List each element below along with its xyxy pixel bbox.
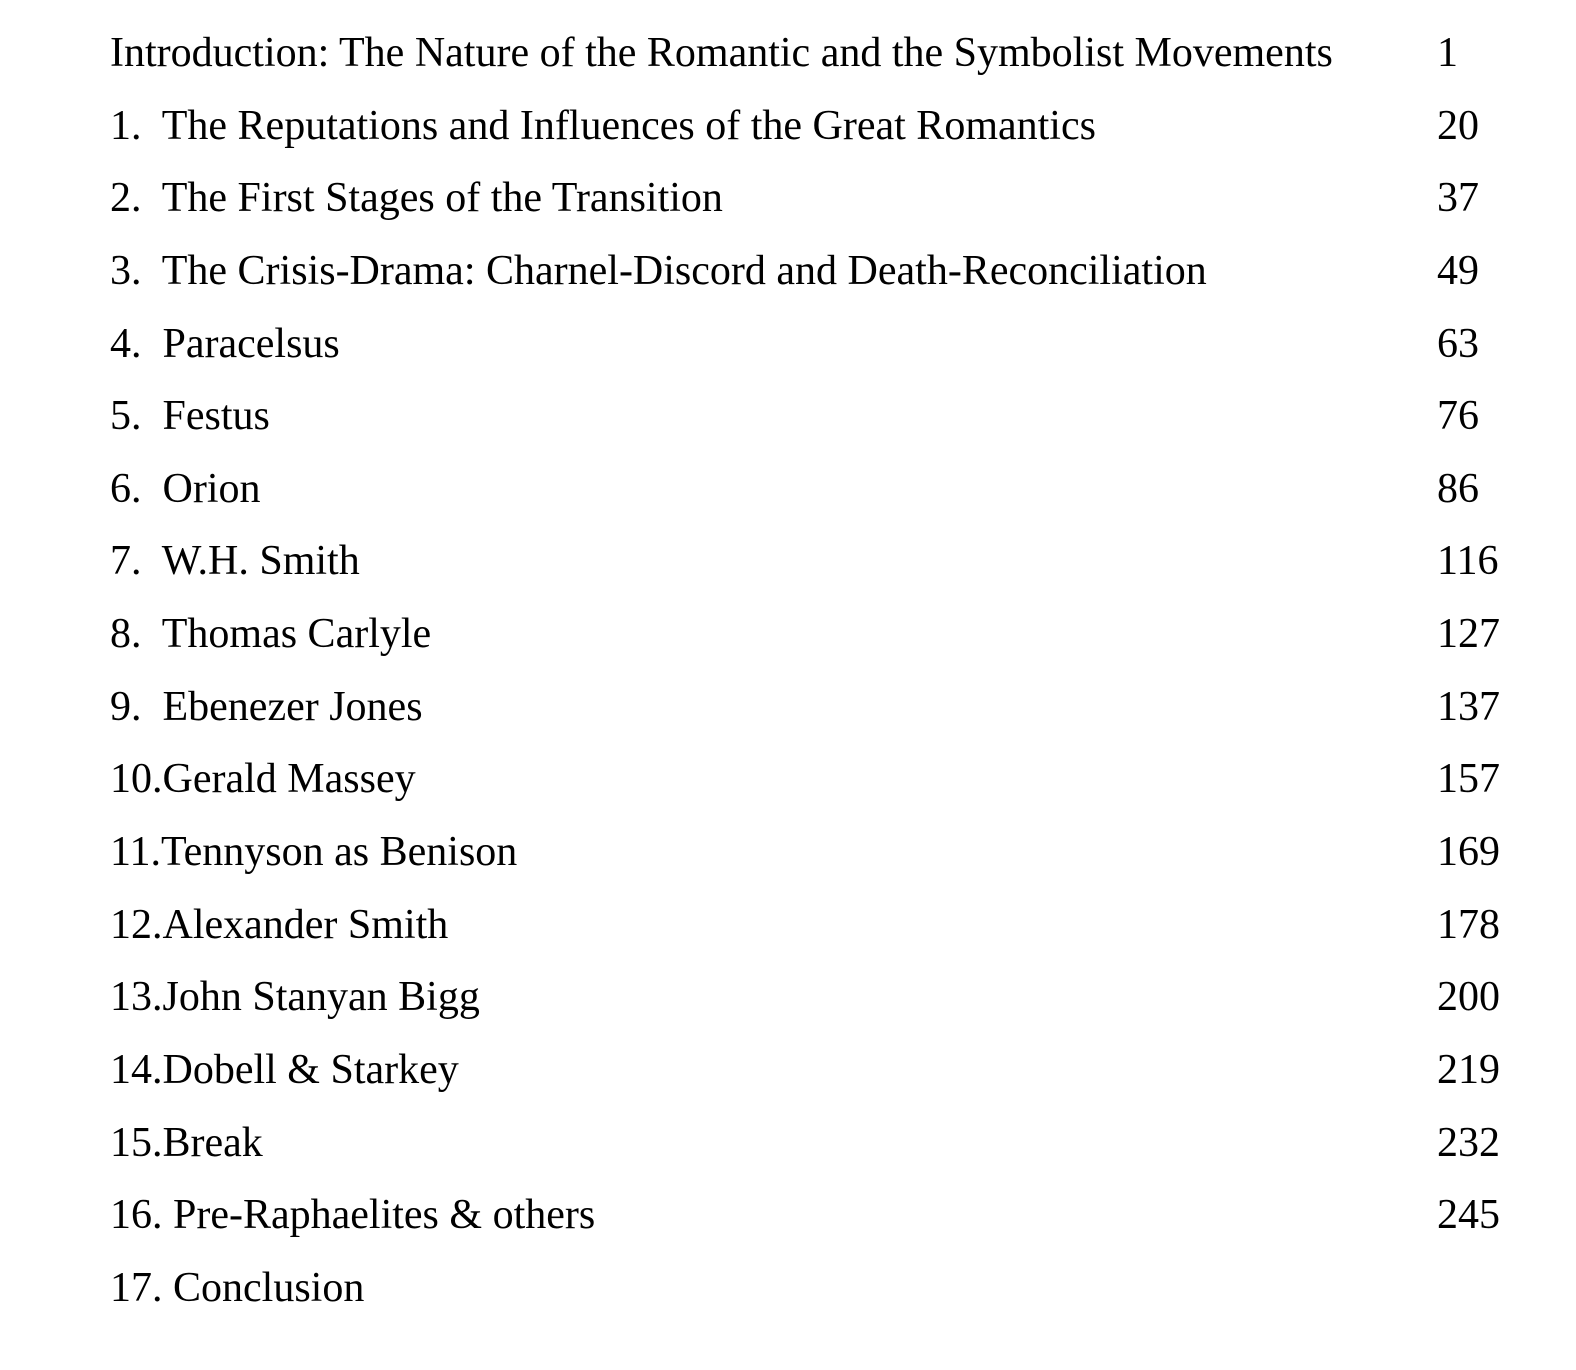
toc-entry-title: Introduction: The Nature of the Romantic and the Symbolist Movements (110, 30, 1333, 76)
table-of-contents (110, 17, 1576, 1325)
toc-row (110, 308, 1576, 381)
toc-row (110, 598, 1576, 671)
toc-row (110, 671, 1576, 744)
toc-entry-title: 2. The First Stages of the Transition (110, 175, 723, 222)
toc-row (110, 525, 1576, 598)
toc-row (110, 380, 1576, 453)
toc-page-number: 20 (1437, 102, 1479, 149)
toc-entry-title: 15.Break (110, 1119, 263, 1166)
toc-row (110, 235, 1576, 308)
toc-entry-title: 14.Dobell & Starkey (110, 1046, 459, 1093)
toc-entry-title: 12.Alexander Smith (110, 901, 449, 948)
toc-row (110, 816, 1576, 889)
toc-entry-title: 3. The Crisis-Drama: Charnel-Discord and Death-Reconciliation (110, 247, 1207, 294)
toc-page-number: 200 (1437, 974, 1500, 1021)
toc-row (110, 162, 1576, 235)
toc-row (110, 1034, 1576, 1107)
toc-entry-title: 6. Orion (110, 465, 261, 512)
toc-page-number: 219 (1437, 1046, 1500, 1093)
toc-page-number: 63 (1437, 320, 1479, 367)
toc-row (110, 1107, 1576, 1180)
toc-entry-title: 17. Conclusion (110, 1264, 365, 1311)
toc-entry-title: 7. W.H. Smith (110, 538, 360, 585)
toc-entry-title: 4. Paracelsus (110, 320, 340, 367)
toc-entry-title: 16. Pre-Raphaelites & others (110, 1192, 596, 1239)
toc-entry-title: 8. Thomas Carlyle (110, 611, 432, 658)
toc-row (110, 1252, 1576, 1325)
toc-row (110, 1179, 1576, 1252)
toc-page-number: 169 (1437, 829, 1500, 876)
toc-entry-title: 9. Ebenezer Jones (110, 683, 423, 730)
toc-page-number: 37 (1437, 175, 1479, 222)
toc-row (110, 17, 1576, 90)
toc-page-number: 127 (1437, 611, 1500, 658)
toc-page-number: 245 (1437, 1192, 1500, 1239)
toc-row (110, 90, 1576, 163)
toc-page-number: 137 (1437, 683, 1500, 730)
toc-entry-title: 13.John Stanyan Bigg (110, 974, 480, 1021)
toc-page-number: 157 (1437, 756, 1500, 803)
toc-row (110, 453, 1576, 526)
toc-row (110, 889, 1576, 962)
toc-page-number (1437, 1252, 1576, 1325)
toc-entry-title: 1. The Reputations and Influences of the Great Romantics (110, 102, 1096, 149)
toc-entry-title: 5. Festus (110, 393, 270, 440)
toc-page-number: 116 (1437, 538, 1499, 585)
toc-page-number: 232 (1437, 1119, 1500, 1166)
toc-page-number: 76 (1437, 393, 1479, 440)
toc-page-number: 49 (1437, 247, 1479, 294)
toc-row (110, 743, 1576, 816)
toc-page-number: 178 (1437, 901, 1500, 948)
toc-entry-title: 10.Gerald Massey (110, 756, 416, 803)
toc-page-number: 86 (1437, 465, 1479, 512)
toc-row (110, 961, 1576, 1034)
toc-page-number: 1 (1437, 30, 1458, 76)
toc-entry-title: 11.Tennyson as Benison (110, 829, 518, 876)
